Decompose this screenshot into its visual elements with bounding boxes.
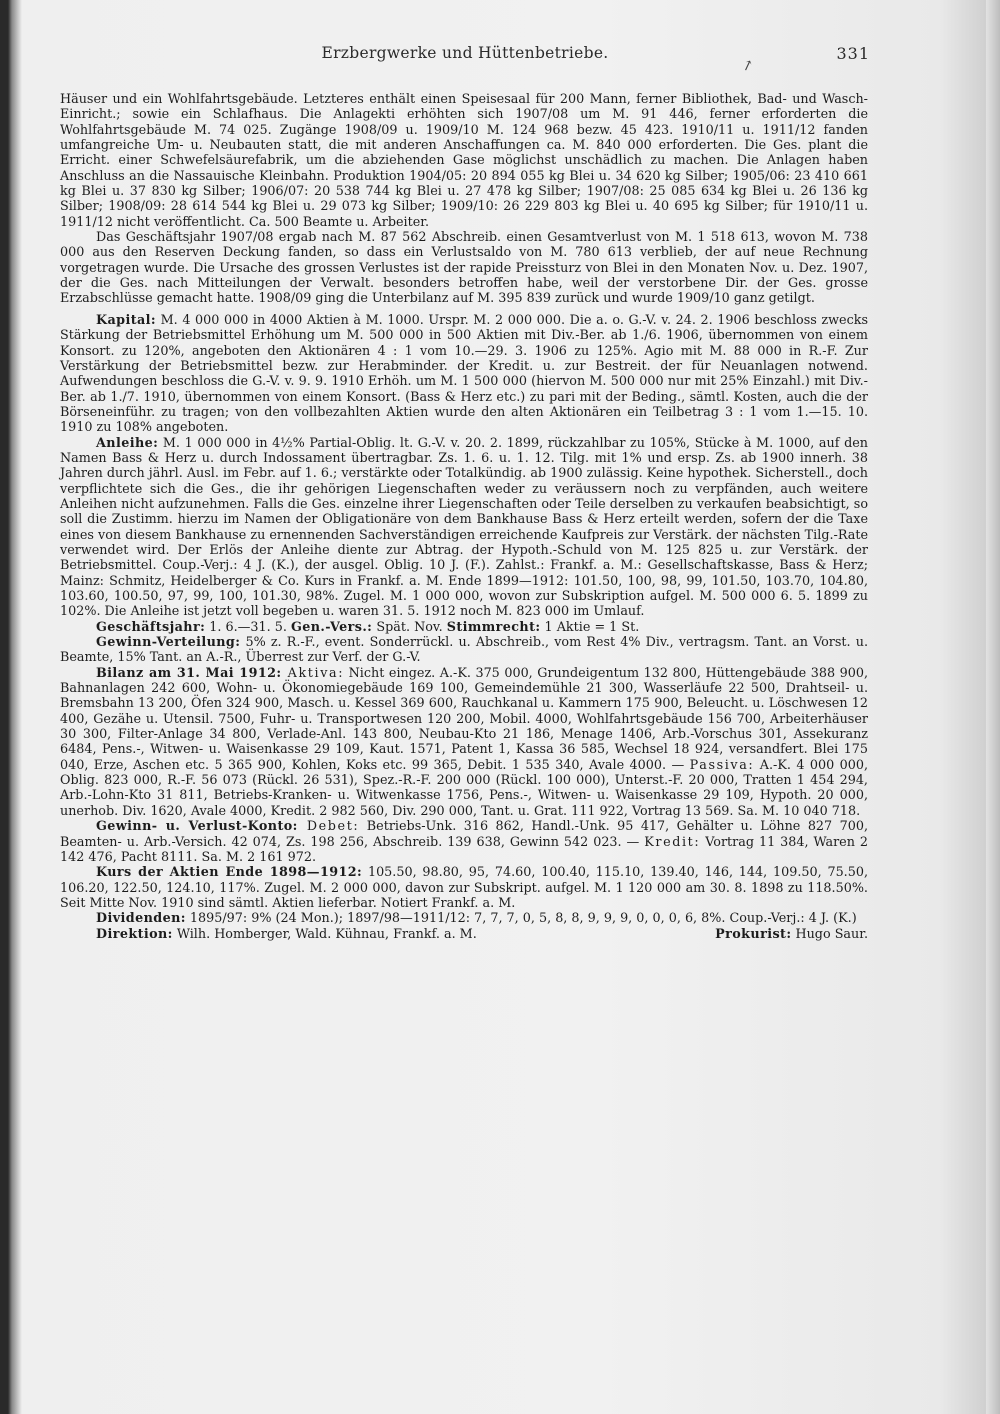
section-bilanz: [60, 666, 868, 819]
section-kapital: [60, 313, 868, 436]
text-gen-vers: Spät. Nov.: [372, 619, 447, 635]
text-kurs: 105.50, 98.80, 95, 74.60, 100.40, 115.10, 139.40, 146, 144, 109.50, 75.50, 106.20, 122.50, 124.10, 117%. Zugel. M. 2 000 000, davon zur Subskript. aufgel. M. 1 120 000 am 30. 8. 1898 zu 118.50%. Seit Mitte Nov. 1910 sind sämtl. Aktien lieferbar. Notiert Frankf. a. M.: [60, 865, 869, 911]
paragraph-business-year: Das Geschäftsjahr 1907/08 ergab nach M. 87 562 Abschreib. einen Gesamtverlust von M. 1 518 613, wovon M. 738 000 aus den Reserven Deckung fanden, so dass ein Verlustsaldo von M. 780 613 verblieb, der auf neue Rechnung vorgetragen wurde. Die Ursache des grossen Verlustes ist der rapide Preissturz von Blei in den Monaten Nov. u. Dez. 1907, der die Ges. nach Mitteilungen der Verwalt. besonders betroffen habe, weil der verstorbene Dir. der Ges. grosse Erzabschlüsse gemacht hatte. 1908/09 ging die Unterbilanz auf M. 395 839 zurück und wurde 1909/10 ganz getilgt.: [60, 230, 868, 307]
running-title: Erzbergwerke und Hüttenbetriebe.: [321, 44, 609, 62]
text-kredit: Vortrag 11 384, Waren 2 142 476, Pacht 8111. Sa. M. 2 161 972.: [60, 834, 868, 865]
section-anleihe: [60, 436, 868, 620]
label-aktiva: Aktiva:: [281, 665, 345, 681]
text-dividenden: 1895/97: 9% (24 Mon.); 1897/98—1911/12: 7, 7, 7, 0, 5, 8, 8, 9, 9, 9, 0, 0, 0, 6, 8%. Coup.-Verj.: 4 J. (K.): [185, 911, 857, 927]
page-header: [60, 44, 870, 76]
heading-direktion: Direktion:: [96, 926, 173, 942]
heading-bilanz: Bilanz am 31. Mai 1912:: [96, 665, 282, 681]
heading-geschaeftsjahr: Geschäftsjahr:: [96, 619, 206, 635]
text-bilanz-aktiva: Nicht eingez. A.-K. 375 000, Grundeigentum 132 800, Hüttengebäude 388 900, Bahnanlagen 242 600, Wohn- u. Ökonomiegebäude 169 100, Gemeindemühle 21 300, Wasserläufe 22 500, Drahtseil- u. Bremsbahn 13 200, Öfen 324 900, Masch. u. Kessel 369 600, Rauchkanal u. Kammern 175 900, Beleucht. u. Löschwesen 12 400, Gezähe u. Utensil. 7500, Fuhr- u. Transportwesen 120 200, Mobil. 4000, Wohlfahrtsgebäude 156 700, Arbeiterhäuser 30 300, Filter-Anlage 34 800, Verlade-Anl. 143 800, Neubau-Kto 21 186, Menage 1406, Arb.-Vorschus 301, Assekuranz 6484, Pens.-, Witwen- u. Waisenkasse 29 109, Kaut. 1571, Patent 1, Kassa 36 585, Wechsel 18 924, versandfert. Blei 175 040, Erze, Aschen etc. 5 365 900, Kohlen, Koks etc. 99 365, Debit. 1 535 340, Avale 4000. —: [60, 665, 869, 773]
heading-kurs: Kurs der Aktien Ende 1898—1912:: [96, 865, 363, 881]
label-kredit: Kredit:: [644, 834, 701, 850]
text-prokurist: Hugo Saur.: [791, 926, 868, 942]
text-kapital: M. 4 000 000 in 4000 Aktien à M. 1000. Urspr. M. 2 000 000. Die a. o. G.-V. v. 24. 2. 1906 beschloss zwecks Stärkung der Betriebsmittel Erhöhung um M. 500 000 in 500 Aktien mit Div.-Ber. ab 1./6. 1906, übernommen von einem Konsort. zu 120%, angeboten den Aktionären 4 : 1 vom 10.—29. 3. 1906 zu 125%. Agio mit M. 88 000 in R.-F. Zur Verstärkung der Betriebsmittel bezw. zur Herabminder. der Kredit. u. zur Bestreit. der für Neuanlagen notwend. Aufwendungen beschloss die G.-V. v. 9. 9. 1910 Erhöh. um M. 1 500 000 (hiervon M. 500 000 nur mit 25% Einzahl.) mit Div.-Ber. ab 1./7. 1910, übernommen von einem Konsort. (Bass & Herz etc.) zu pari mit der Beding., sämtl. Kosten, auch die der Börseneinführ. zu tragen; von den vollbezahlten Aktien wurde den alten Aktionären ein Teilbetrag 3 : 1 vom 1.—15. 10. 1910 zu 108% angeboten.: [60, 312, 868, 436]
section-gewinn-verlust: [60, 819, 868, 865]
paragraph-facilities: Häuser und ein Wohlfahrtsgebäude. Letzteres enthält einen Speisesaal für 200 Mann, ferner Bibliothek, Bad- und Wasch-Einricht.; sowie ein Schlafhaus. Die Anlagekti erhöhten sich 1907/08 um M. 91 446, ferner erforderten die Wohlfahrtsgebäude M. 74 025. Zugänge 1908/09 u. 1909/10 M. 124 968 bezw. 45 423. 1910/11 u. 1911/12 fanden umfangreiche Um- u. Neubauten statt, die mit anderen Anschaffungen ca. M. 840 000 erforderten. Die Ges. plant die Erricht. einer Schwefelsäurefabrik, um die abziehenden Gase möglichst unschädlich zu machen. Die Anlagen haben Anschluss an die Nassauische Kleinbahn. Produktion 1904/05: 20 894 055 kg Blei u. 34 620 kg Silber; 1905/06: 23 410 661 kg Blei u. 37 830 kg Silber; 1906/07: 20 538 744 kg Blei u. 27 478 kg Silber; 1907/08: 25 085 634 kg Blei u. 26 136 kg Silber; 1908/09: 28 614 544 kg Blei u. 29 073 kg Silber; 1909/10: 26 229 803 kg Blei u. 40 695 kg Silber; für 1910/11 u. 1911/12 nicht veröffentlicht. Ca. 500 Beamte u. Arbeiter.: [60, 92, 868, 230]
heading-gewinn-verlust: Gewinn- u. Verlust-Konto:: [96, 819, 298, 835]
section-dividenden: [60, 911, 868, 926]
text-debet: Betriebs-Unk. 316 862, Handl.-Unk. 95 417, Gehälter u. Löhne 827 700, Beamten- u. Arb.-Versich. 42 074, Zs. 198 256, Abschreib. 139 638, Gewinn 542 023. —: [60, 819, 868, 850]
heading-gen-vers: Gen.-Vers.:: [290, 619, 373, 635]
section-gewinn-verteilung: [60, 635, 868, 666]
pencil-mark-icon: ↗: [739, 56, 757, 76]
prokurist-group: [679, 927, 868, 942]
section-direktion: [60, 927, 868, 942]
text-geschaeftsjahr: 1. 6.—31. 5.: [205, 619, 291, 635]
label-debet: Debet:: [297, 819, 360, 835]
section-geschaeftsjahr: [60, 620, 868, 635]
heading-anleihe: Anleihe:: [96, 435, 159, 451]
body-text: [60, 92, 868, 942]
heading-stimmrecht: Stimmrecht:: [446, 619, 541, 635]
text-bilanz-passiva: A.-K. 4 000 000, Oblig. 823 000, R.-F. 56 073 (Rückl. 26 531), Spez.-R.-F. 200 000 (Rückl. 100 000), Unterst.-F. 20 000, Tratten 1 454 294, Arb.-Lohn-Kto 31 811, Betriebs-Kranken- u. Witwenkasse 1756, Pens.-, Witwen- u. Waisenkasse 29 109, Hypoth. 20 000, unerhob. Div. 1620, Avale 4000, Kredit. 2 982 560, Div. 290 000, Tant. u. Grat. 111 922, Vortrag 13 569. Sa. M. 10 040 718.: [60, 757, 869, 819]
heading-kapital: Kapital:: [96, 312, 157, 328]
heading-prokurist: Prokurist:: [715, 926, 792, 942]
text-anleihe: M. 1 000 000 in 4½% Partial-Oblig. lt. G.-V. v. 20. 2. 1899, rückzahlbar zu 105%, Stücke à M. 1000, auf den Namen Bass & Herz u. durch Indossament übertragbar. Zs. 1. 6. u. 1. 12. Tilg. mit 1% und ersp. Zs. ab 1900 innerh. 38 Jahren durch jährl. Ausl. im Febr. auf 1. 6.; verstärkte oder Totalkündig. ab 1900 zulässig. Keine hypothek. Sicherstell., doch verpflichtete sich die Ges., die ihr gehörigen Liegenschaften weder zu veräussern noch zu verpfänden, auch weitere Anleihen nicht aufzunehmen. Falls die Ges. einzelne ihrer Liegenschaften oder Teile derselben zu verkaufen beabsichtigt, so soll die Zustimm. hierzu im Namen der Obligationäre von dem Bankhause Bass & Herz erteilt werden, sofern der die Taxe eines von diesem Bankhause zu ernennenden Sachverständigen erreichende Kaufpreis zur Verstärk. der nächsten Tilg.-Rate verwendet wird. Der Erlös der Anleihe diente zur Abtrag. der Hypoth.-Schuld von M. 125 825 u. zur Verstärk. der Betriebsmittel. Coup.-Verj.: 4 J. (K.), der ausgel. Oblig. 10 J. (F.). Zahlst.: Frankf. a. M.: Gesellschaftskasse, Bass & Herz; Mainz: Schmitz, Heidelberger & Co. Kurs in Frankf. a. M. Ende 1899—1912: 101.50, 100, 98, 99, 101.50, 103.70, 104.80, 103.60, 100.50, 97, 99, 100, 101.30, 98%. Zugel. M. 1 000 000, wovon zur Subskription aufgel. M. 500 000 6. 5. 1899 zu 102%. Die Anleihe ist jetzt voll begeben u. waren 31. 5. 1912 noch M. 823 000 im Umlauf.: [60, 435, 868, 620]
text-direktion: Wilh. Homberger, Wald. Kühnau, Frankf. a. M.: [172, 926, 477, 942]
heading-dividenden: Dividenden:: [96, 911, 186, 927]
text-stimmrecht: 1 Aktie = 1 St.: [540, 619, 640, 635]
text-gewinn-verteilung: 5% z. R.-F., event. Sonderrückl. u. Abschreib., vom Rest 4% Div., vertragsm. Tant. an Vorst. u. Beamte, 15% Tant. an A.-R., Überrest zur Verf. der G.-V.: [60, 635, 868, 666]
direktion-group: [60, 927, 477, 942]
page-number: 331: [836, 44, 870, 63]
heading-gewinn-verteilung: Gewinn-Verteilung:: [96, 635, 241, 651]
section-kurs: [60, 865, 868, 911]
label-passiva: Passiva:: [689, 757, 755, 773]
